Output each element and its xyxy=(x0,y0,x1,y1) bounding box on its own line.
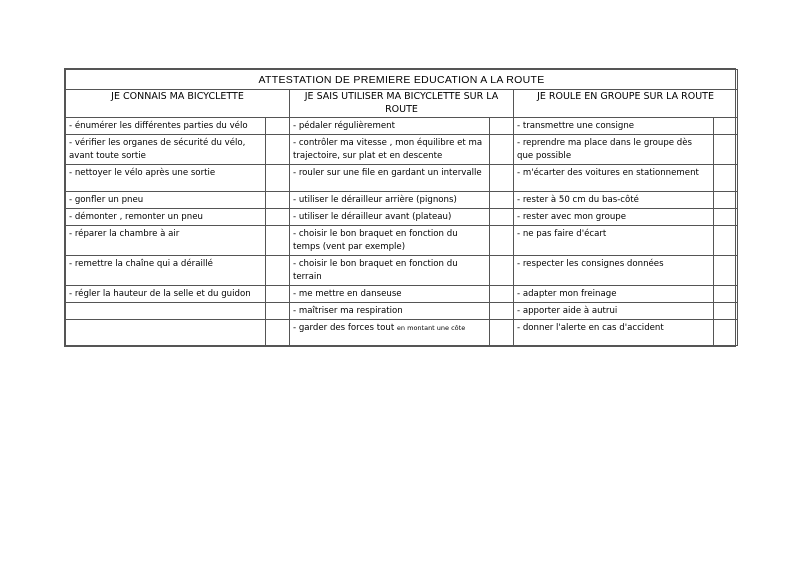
checkbox-cell[interactable] xyxy=(714,135,738,165)
checkbox-cell[interactable] xyxy=(490,192,514,209)
table-row xyxy=(66,209,738,226)
checkbox-cell[interactable] xyxy=(490,256,514,286)
checkbox-cell[interactable] xyxy=(490,209,514,226)
checkbox-cell[interactable] xyxy=(714,303,738,320)
skill-item: - ne pas faire d'écart xyxy=(514,226,714,256)
checkbox-cell[interactable] xyxy=(266,165,290,192)
skill-item: - donner l'alerte en cas d'accident xyxy=(514,320,714,346)
checkbox-cell[interactable] xyxy=(714,256,738,286)
skill-item: - rester avec mon groupe xyxy=(514,209,714,226)
skill-item: - pédaler régulièrement xyxy=(290,118,490,135)
checkbox-cell[interactable] xyxy=(490,320,514,346)
skill-item: - régler la hauteur de la selle et du guidon xyxy=(66,286,266,303)
skill-item: - reprendre ma place dans le groupe dès que possible xyxy=(514,135,714,165)
checkbox-cell[interactable] xyxy=(266,209,290,226)
skill-item: - maîtriser ma respiration xyxy=(290,303,490,320)
skill-item: - choisir le bon braquet en fonction du temps (vent par exemple) xyxy=(290,226,490,256)
table-row xyxy=(66,226,738,256)
table-row xyxy=(66,303,738,320)
table-row xyxy=(66,135,738,165)
skill-item: - apporter aide à autrui xyxy=(514,303,714,320)
skill-item: - utiliser le dérailleur arrière (pignons) xyxy=(290,192,490,209)
skill-item: - m'écarter des voitures en stationnement xyxy=(514,165,714,192)
checkbox-cell[interactable] xyxy=(490,303,514,320)
checkbox-cell[interactable] xyxy=(266,118,290,135)
checkbox-cell[interactable] xyxy=(490,135,514,165)
skill-item-last xyxy=(290,320,490,346)
skill-item: - contrôler ma vitesse , mon équilibre et ma trajectoire, sur plat et en descente xyxy=(290,135,490,165)
skill-item: - gonfler un pneu xyxy=(66,192,266,209)
skill-item: - vérifier les organes de sécurité du vélo, avant toute sortie xyxy=(66,135,266,165)
checkbox-cell[interactable] xyxy=(714,209,738,226)
checkbox-cell[interactable] xyxy=(714,192,738,209)
checkbox-cell[interactable] xyxy=(490,165,514,192)
checkbox-cell[interactable] xyxy=(266,192,290,209)
skill-item: - adapter mon freinage xyxy=(514,286,714,303)
skill-item: - utiliser le dérailleur avant (plateau) xyxy=(290,209,490,226)
table-row xyxy=(66,256,738,286)
checkbox-cell[interactable] xyxy=(266,286,290,303)
skill-item-text: - garder des forces tout xyxy=(293,323,395,333)
skill-item-suffix: en montant une côte xyxy=(396,324,466,332)
checkbox-cell[interactable] xyxy=(266,226,290,256)
checkbox-cell[interactable] xyxy=(266,256,290,286)
checkbox-cell[interactable] xyxy=(490,226,514,256)
table-row xyxy=(66,192,738,209)
skill-item xyxy=(66,320,266,346)
table-row xyxy=(66,118,738,135)
checkbox-cell[interactable] xyxy=(714,226,738,256)
skill-item: - choisir le bon braquet en fonction du terrain xyxy=(290,256,490,286)
skill-item: - rouler sur une file en gardant un intervalle xyxy=(290,165,490,192)
skill-item: - rester à 50 cm du bas-côté xyxy=(514,192,714,209)
skill-item: - réparer la chambre à air xyxy=(66,226,266,256)
checkbox-cell[interactable] xyxy=(266,320,290,346)
skill-item: - remettre la chaîne qui a déraillé xyxy=(66,256,266,286)
checkbox-cell[interactable] xyxy=(490,118,514,135)
checkbox-cell[interactable] xyxy=(714,286,738,303)
column-header-group-riding: JE ROULE EN GROUPE SUR LA ROUTE xyxy=(514,90,738,118)
checkbox-cell[interactable] xyxy=(714,320,738,346)
table-row xyxy=(66,165,738,192)
skill-item xyxy=(66,303,266,320)
skill-item: - énumérer les différentes parties du vélo xyxy=(66,118,266,135)
checkbox-cell[interactable] xyxy=(266,135,290,165)
skill-item: - respecter les consignes données xyxy=(514,256,714,286)
skill-item: - me mettre en danseuse xyxy=(290,286,490,303)
checkbox-cell[interactable] xyxy=(714,118,738,135)
column-header-road-usage: JE SAIS UTILISER MA BICYCLETTE SUR LA ROUTE xyxy=(290,90,514,118)
checkbox-cell[interactable] xyxy=(714,165,738,192)
page-title: ATTESTATION DE PREMIERE EDUCATION A LA ROUTE xyxy=(66,70,738,90)
checkbox-cell[interactable] xyxy=(266,303,290,320)
skill-item: - nettoyer le vélo après une sortie xyxy=(66,165,266,192)
attestation-sheet xyxy=(64,68,736,347)
table-row xyxy=(66,286,738,303)
column-header-bicycle-knowledge: JE CONNAIS MA BICYCLETTE xyxy=(66,90,290,118)
skill-item: - transmettre une consigne xyxy=(514,118,714,135)
skill-item: - démonter , remonter un pneu xyxy=(66,209,266,226)
table-row xyxy=(66,320,738,346)
checkbox-cell[interactable] xyxy=(490,286,514,303)
attestation-table xyxy=(65,69,738,346)
